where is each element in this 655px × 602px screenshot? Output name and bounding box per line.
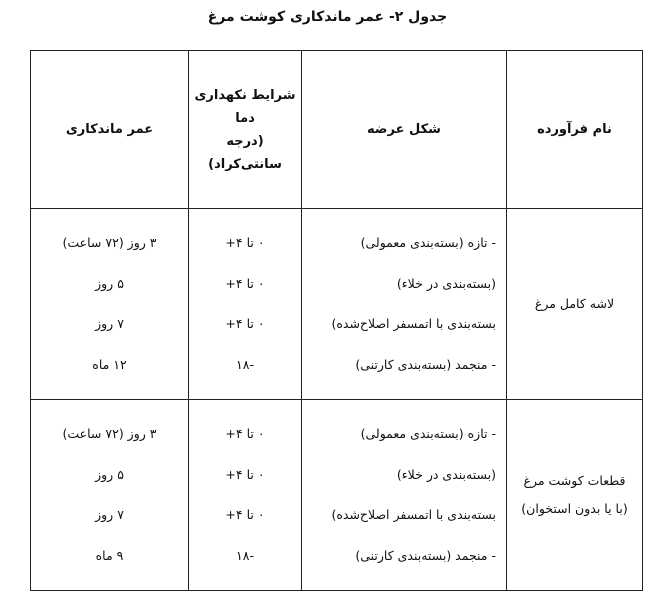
shelf-life-item: ۳ روز (۷۲ ساعت) [62, 426, 157, 442]
header-row [31, 51, 643, 209]
header-product: نام فرآورده [507, 51, 643, 209]
shelf-life-item: ۱۲ ماه [92, 356, 127, 372]
form-item: - منجمد (بسته‌بندی کارتنی) [355, 547, 496, 563]
shelf-life-item: ۵ روز [95, 466, 124, 482]
temperature-item: -۱۸ [236, 356, 254, 372]
temperature-cell [189, 400, 302, 591]
shelf-life-item: ۳ روز (۷۲ ساعت) [62, 235, 157, 251]
product-cell [507, 400, 643, 591]
temperature-item: ۰ تا ۴+ [225, 426, 265, 442]
shelf-life-table [30, 50, 643, 591]
temperature-cell [189, 209, 302, 400]
product-name: لاشه کامل مرغ [534, 296, 615, 311]
product-name-note: (با یا بدون استخوان) [521, 501, 628, 516]
header-temperature-line: (درجه [226, 133, 264, 149]
header-temperature-line: دما [235, 110, 255, 126]
form-item: بسته‌بندی با اتمسفر اصلاح‌شده) [331, 316, 496, 332]
form-item: (بسته‌بندی در خلاء) [396, 275, 496, 291]
form-item: - منجمد (بسته‌بندی کارتنی) [355, 356, 496, 372]
form-item: بسته‌بندی با اتمسفر اصلاح‌شده) [331, 507, 496, 523]
table-title: جدول ۲- عمر ماندکاری کوشت مرغ [207, 9, 448, 25]
product-cell [507, 209, 643, 400]
header-shelf-life: عمر ماندکاری [31, 51, 189, 209]
temperature-item: -۱۸ [236, 547, 254, 563]
form-cell [302, 400, 507, 591]
group-row [31, 400, 643, 591]
shelf-life-item: ۷ روز [95, 316, 124, 332]
shelf-life-item: ۵ روز [95, 275, 124, 291]
header-temperature [189, 51, 302, 209]
product-name: قطعات کوشت مرغ [523, 473, 626, 488]
temperature-item: ۰ تا ۴+ [225, 235, 265, 251]
shelf-life-cell [31, 400, 189, 591]
form-item: - تازه (بسته‌بندی معمولی) [360, 426, 496, 442]
form-cell [302, 209, 507, 400]
header-temperature-line: سانتی‌کراد) [208, 156, 282, 172]
temperature-item: ۰ تا ۴+ [225, 507, 265, 523]
temperature-item: ۰ تا ۴+ [225, 316, 265, 332]
form-item: - تازه (بسته‌بندی معمولی) [360, 235, 496, 251]
temperature-item: ۰ تا ۴+ [225, 275, 265, 291]
header-temperature-line: شرایط نکهداری [194, 87, 296, 103]
group-row [31, 209, 643, 400]
shelf-life-item: ۹ ماه [95, 547, 124, 563]
shelf-life-cell [31, 209, 189, 400]
temperature-item: ۰ تا ۴+ [225, 466, 265, 482]
form-item: (بسته‌بندی در خلاء) [396, 466, 496, 482]
header-form: شکل عرضه [302, 51, 507, 209]
shelf-life-item: ۷ روز [95, 507, 124, 523]
